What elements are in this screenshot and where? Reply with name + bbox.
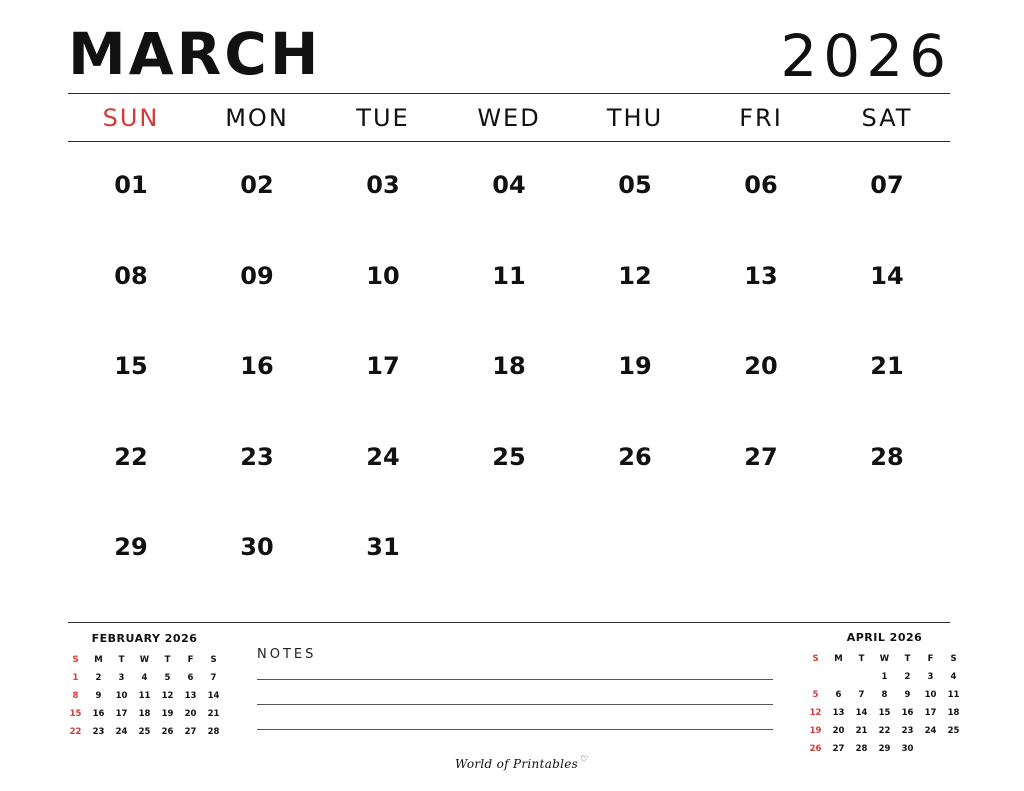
- mini-day: 25: [138, 727, 151, 737]
- day-cell: [572, 517, 698, 608]
- weekday-fri: FRI: [739, 104, 783, 132]
- mini-week-row: [804, 722, 965, 740]
- day-cell: [698, 517, 824, 608]
- mini-day: 21: [207, 709, 220, 719]
- day-cell: 20: [744, 352, 778, 380]
- mini-day: 30: [901, 744, 914, 754]
- day-cell: 02: [240, 171, 274, 199]
- mini-day: 7: [210, 673, 217, 683]
- mini-day: 4: [141, 673, 148, 683]
- day-cell: 29: [114, 533, 148, 561]
- mini-weekday: T: [118, 655, 125, 665]
- mini-weekday: S: [950, 654, 957, 664]
- mini-day: 12: [161, 691, 174, 701]
- day-cell: 10: [366, 261, 400, 290]
- month-title: MARCH: [68, 20, 322, 88]
- mini-week-row: [64, 723, 225, 741]
- mini-day: 14: [207, 691, 220, 701]
- mini-day: 28: [855, 744, 868, 754]
- mini-week-row: [64, 669, 225, 687]
- mini-weekday: T: [164, 655, 171, 665]
- mini-day: 22: [878, 726, 891, 736]
- week-row: [68, 246, 950, 337]
- mini-day: 2: [95, 673, 102, 683]
- mini-week-row: [804, 740, 965, 758]
- mini-day: 3: [118, 673, 125, 683]
- day-cell: 03: [366, 171, 400, 199]
- top-divider: [68, 93, 950, 94]
- mini-day: 7: [858, 690, 865, 700]
- mini-day: 15: [69, 709, 82, 719]
- mini-day: 24: [924, 726, 937, 736]
- mini-day: 11: [138, 691, 151, 701]
- mini-calendar-previous: [64, 632, 225, 741]
- mini-day: 23: [92, 727, 105, 737]
- day-cell: 30: [240, 533, 274, 561]
- day-cell: 27: [744, 442, 778, 471]
- mini-day: 3: [927, 672, 934, 682]
- mini-week-row: [64, 687, 225, 705]
- mini-day: 15: [878, 708, 891, 718]
- mini-calendar-table: [804, 650, 965, 758]
- mini-week-row: [804, 686, 965, 704]
- mini-weekday: F: [187, 655, 194, 665]
- notes-label: NOTES: [257, 647, 317, 662]
- mini-day: 1: [72, 673, 79, 683]
- day-cell: 21: [870, 352, 904, 380]
- mini-day: 4: [950, 672, 957, 682]
- day-cell: 05: [618, 171, 652, 199]
- mini-day: [919, 740, 942, 758]
- mini-day: [850, 668, 873, 686]
- day-cell: 28: [870, 442, 904, 471]
- mini-weekday: S: [210, 655, 217, 665]
- mini-day: 11: [947, 690, 960, 700]
- mini-weekday: W: [139, 655, 150, 665]
- day-cell: 17: [366, 352, 400, 380]
- mini-day: 23: [901, 726, 914, 736]
- notes-line: [257, 729, 773, 730]
- day-cell: 13: [744, 261, 778, 290]
- mini-weekday: F: [927, 654, 934, 664]
- day-cell: 25: [492, 442, 526, 471]
- mini-day: 27: [184, 727, 197, 737]
- mini-day: 16: [92, 709, 105, 719]
- week-row: [68, 336, 950, 427]
- mini-week-row: [804, 704, 965, 722]
- mini-week-row: [804, 668, 965, 686]
- mini-day: 6: [835, 690, 842, 700]
- mini-week-row: [64, 705, 225, 723]
- mini-day: 6: [187, 673, 194, 683]
- mini-day: 9: [95, 691, 102, 701]
- mini-day: 26: [809, 744, 822, 754]
- day-cell: 26: [618, 442, 652, 471]
- mini-day: 10: [115, 691, 128, 701]
- notes-line: [257, 679, 773, 680]
- mini-day: 5: [812, 690, 819, 700]
- mini-weekday: W: [879, 654, 890, 664]
- day-cell: 09: [240, 261, 274, 290]
- day-cell: 16: [240, 352, 274, 380]
- mini-day: 20: [832, 726, 845, 736]
- day-cell: 08: [114, 261, 148, 290]
- mini-day: 8: [881, 690, 888, 700]
- mini-day: 26: [161, 727, 174, 737]
- mini-day: 10: [924, 690, 937, 700]
- mini-calendar-next: [804, 631, 965, 758]
- weekday-tue: TUE: [356, 104, 410, 132]
- day-cell: 24: [366, 442, 400, 471]
- mini-day: 29: [878, 744, 891, 754]
- mini-weekday-row: [804, 650, 965, 668]
- heart-icon: ♡: [580, 755, 589, 765]
- day-cell: 14: [870, 261, 904, 290]
- mini-weekday: M: [94, 655, 103, 665]
- weekday-mon: MON: [225, 104, 289, 132]
- mini-day: 20: [184, 709, 197, 719]
- mini-weekday: S: [72, 655, 79, 665]
- mini-weekday: T: [904, 654, 911, 664]
- mini-day: [942, 740, 965, 758]
- weekday-sun: SUN: [102, 104, 160, 132]
- weekday-header: [68, 96, 950, 140]
- mini-weekday-row: [64, 651, 225, 669]
- day-cell: 15: [114, 352, 148, 380]
- mini-day: 28: [207, 727, 220, 737]
- mini-day: 13: [184, 691, 197, 701]
- header-divider: [68, 141, 950, 142]
- day-cell: [824, 517, 950, 608]
- week-row: [68, 427, 950, 518]
- mini-calendar-table: [64, 651, 225, 741]
- mini-day: 27: [832, 744, 845, 754]
- mini-day: 16: [901, 708, 914, 718]
- footer-divider: [68, 622, 950, 623]
- mini-day: 18: [947, 708, 960, 718]
- day-cell: 19: [618, 352, 652, 380]
- mini-day: 9: [904, 690, 911, 700]
- year-title: 2026: [780, 22, 952, 90]
- mini-day: [804, 668, 827, 686]
- day-cell: 22: [114, 442, 148, 471]
- weekday-thu: THU: [606, 104, 664, 132]
- mini-day: 25: [947, 726, 960, 736]
- day-cell: 23: [240, 442, 274, 471]
- day-cell: 01: [114, 171, 148, 199]
- mini-day: 5: [164, 673, 171, 683]
- mini-day: [827, 668, 850, 686]
- brand-text: World of Printables: [455, 757, 579, 771]
- notes-line: [257, 704, 773, 705]
- day-cell: 06: [744, 171, 778, 199]
- day-cell: 18: [492, 352, 526, 380]
- week-row: [68, 517, 950, 608]
- weekday-sat: SAT: [861, 104, 913, 132]
- mini-day: 19: [809, 726, 822, 736]
- mini-weekday: M: [834, 654, 843, 664]
- mini-day: 1: [881, 672, 888, 682]
- mini-day: 22: [69, 727, 82, 737]
- mini-weekday: T: [858, 654, 865, 664]
- mini-day: 8: [72, 691, 79, 701]
- weekday-wed: WED: [477, 104, 541, 132]
- mini-day: 18: [138, 709, 151, 719]
- day-cell: 07: [870, 171, 904, 199]
- day-cell: [446, 517, 572, 608]
- brand-logo: [455, 757, 589, 771]
- mini-day: 12: [809, 708, 822, 718]
- mini-day: 17: [924, 708, 937, 718]
- day-cell: 31: [366, 533, 400, 561]
- mini-calendar-title: APRIL 2026: [846, 631, 923, 644]
- mini-day: 14: [855, 708, 868, 718]
- mini-day: 19: [161, 709, 174, 719]
- week-row: [68, 155, 950, 246]
- mini-day: 24: [115, 727, 128, 737]
- mini-day: 21: [855, 726, 868, 736]
- mini-day: 17: [115, 709, 128, 719]
- mini-calendar-title: FEBRUARY 2026: [91, 632, 198, 645]
- day-cell: 12: [618, 261, 652, 290]
- mini-day: 2: [904, 672, 911, 682]
- day-cell: 04: [492, 171, 526, 199]
- day-cell: 11: [492, 261, 526, 290]
- mini-weekday: S: [812, 654, 819, 664]
- mini-day: 13: [832, 708, 845, 718]
- calendar-grid: [68, 155, 950, 608]
